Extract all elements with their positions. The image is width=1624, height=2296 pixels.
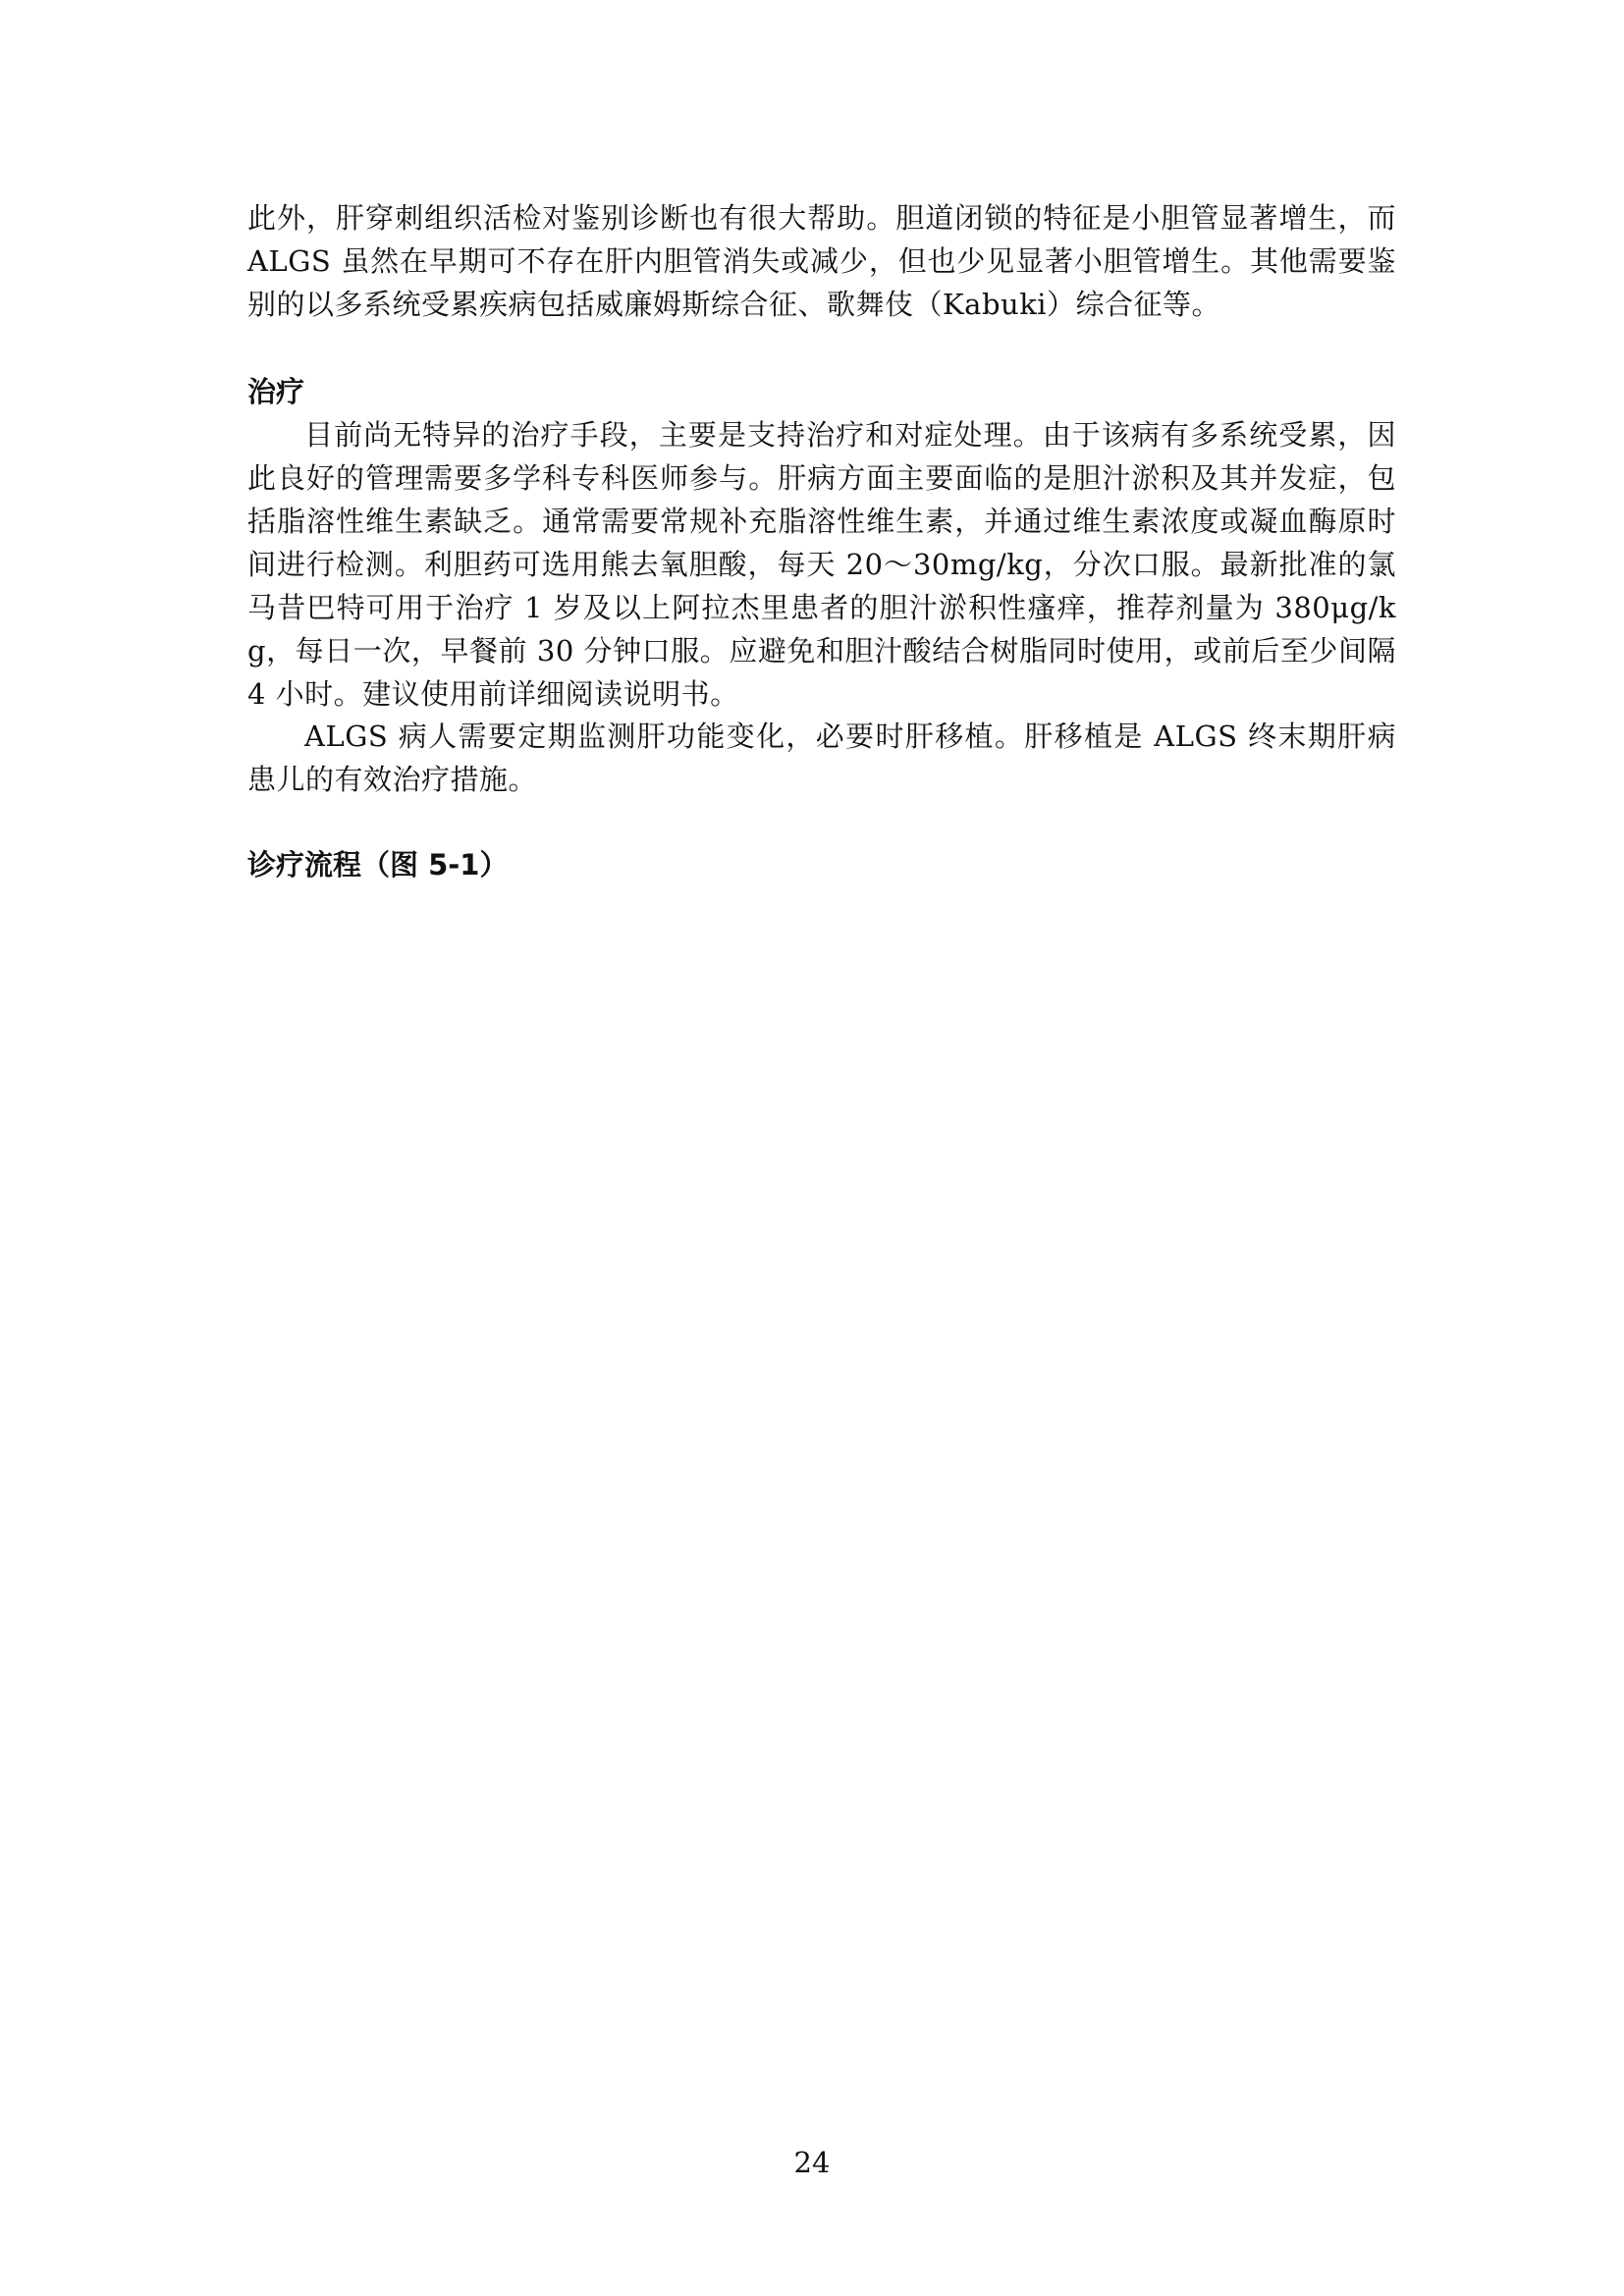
section-heading-diagnosis-flow: 诊疗流程（图 5-1） [247, 848, 509, 881]
page-number: 24 [793, 2146, 831, 2179]
paragraph-treatment-main: 目前尚无特异的治疗手段，主要是支持治疗和对症处理。由于该病有多系统受累，因此良好的管理需要多学科专科医师参与。肝病方面主要面临的是胆汁淤积及其并发症，包括脂溶性维生素缺乏。通常需要常规补充脂溶性维生素，并通过维生素浓度或凝血酶原时间进行检测。利胆药可选用熊去氧胆酸，每天 20～30mg/kg，分次口服。最新批准的氯马昔巴特可用于治疗 1 岁及以上阿拉杰里患者的胆汁淤积性瘙痒，推荐剂量为 380μg/kg，每日一次，早餐前 30 分钟口服。应避免和胆汁酸结合树脂同时使用，或前后至少间隔 4 小时。建议使用前详细阅读说明书。 [247, 418, 1396, 711]
paragraph-differential-diagnosis: 此外，肝穿刺组织活检对鉴别诊断也有很大帮助。胆道闭锁的特征是小胆管显著增生，而ALGS 虽然在早期可不存在肝内胆管消失或减少，但也少见显著小胆管增生。其他需要鉴别的以多系统受累疾病包括威廉姆斯综合征、歌舞伎（Kabuki）综合征等。 [247, 201, 1396, 321]
paragraph-treatment-transplant: ALGS 病人需要定期监测肝功能变化，必要时肝移植。肝移植是 ALGS 终末期肝病患儿的有效治疗措施。 [247, 720, 1396, 796]
section-heading-treatment: 治疗 [247, 375, 305, 408]
